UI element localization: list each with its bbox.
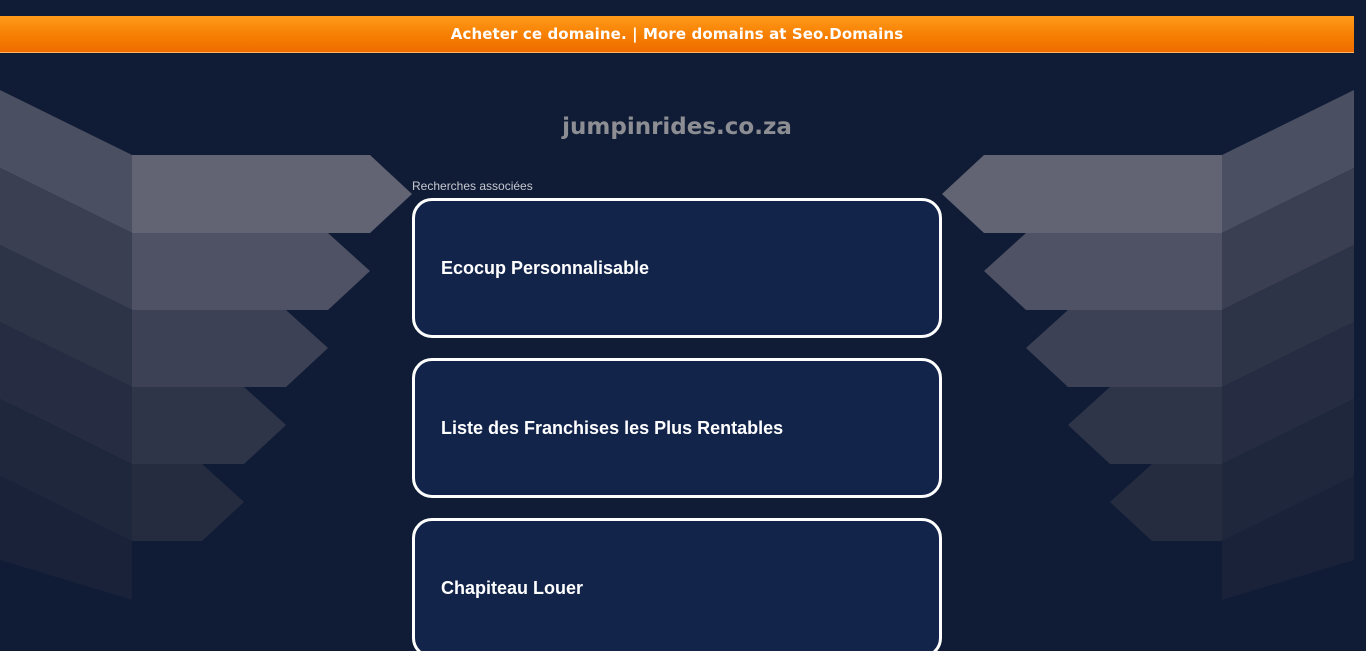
buy-domain-banner[interactable] <box>0 16 1354 53</box>
related-searches-label: Recherches associées <box>412 179 533 193</box>
domain-title: jumpinrides.co.za <box>562 114 792 140</box>
right-wing-decoration <box>942 90 1354 600</box>
buy-domain-link[interactable]: Acheter ce domaine. | More domains at Seo.Domains <box>450 25 904 43</box>
left-wing-decoration <box>0 90 412 600</box>
related-link-franchises[interactable] <box>412 358 942 498</box>
related-link-label[interactable]: Liste des Franchises les Plus Rentables <box>441 417 784 438</box>
related-link-ecocup[interactable] <box>412 198 942 338</box>
related-link-label[interactable]: Chapiteau Louer <box>441 577 584 598</box>
scrollbar[interactable] <box>1354 0 1366 651</box>
related-link-chapiteau[interactable] <box>412 518 942 651</box>
related-link-label[interactable]: Ecocup Personnalisable <box>441 257 650 278</box>
